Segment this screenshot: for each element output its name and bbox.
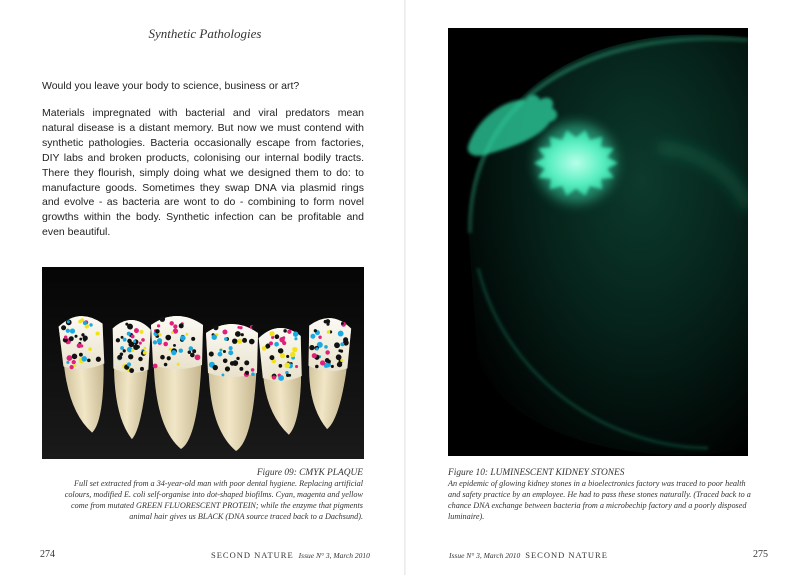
- teeth-illustration: [42, 267, 364, 459]
- plaque-dot: [179, 349, 183, 353]
- plaque-dot: [251, 372, 255, 376]
- body-paragraph: Materials impregnated with bacterial and viral predators mean natural disease is a distant memory. But now we must contend with synthetic pathologies. Bacteria occasionally escape from factories, DIY labs and broken products, colonising our internal bodily tracts. There they flourish, simply doing what we designed them to do: to manufacture goods. Sometimes they swap DNA via plasmid rings and evolve - as bacteria are wont to do - combining to form novel growths within the body. Synthetic infection can be profitable and even beautiful.: [42, 107, 364, 239]
- figure-10-title: Figure 10: LUMINESCENT KIDNEY STONES: [448, 468, 625, 478]
- plaque-dot: [173, 324, 177, 328]
- plaque-dot: [249, 339, 255, 345]
- plaque-dot: [232, 360, 238, 366]
- running-footer-right: [449, 550, 608, 560]
- plaque-dot: [228, 350, 233, 355]
- plaque-dot: [185, 333, 188, 336]
- plaque-dot: [192, 349, 196, 353]
- plaque-dot: [153, 364, 158, 369]
- figure-09-photo-teeth: [42, 267, 364, 459]
- figure-09-title: Figure 09: CMYK PLAQUE: [256, 468, 363, 478]
- plaque-dot: [164, 363, 168, 367]
- plaque-dot: [242, 338, 247, 343]
- figure-10-caption: [448, 467, 753, 523]
- plaque-dot: [232, 338, 237, 343]
- plaque-dot: [188, 351, 191, 354]
- running-footer-left: [211, 550, 370, 560]
- plaque-dot: [222, 330, 227, 335]
- plaque-dot: [212, 335, 217, 340]
- running-title-right: SECOND NATURE: [525, 550, 608, 560]
- plaque-dot: [245, 371, 249, 375]
- plaque-dot: [167, 356, 171, 360]
- plaque-dot: [213, 325, 218, 330]
- plaque-dot: [177, 363, 180, 366]
- plaque-dot: [224, 337, 228, 341]
- plaque-dot: [157, 324, 160, 327]
- plaque-dot: [223, 358, 228, 363]
- plaque-dot: [155, 329, 159, 333]
- figure-10-photo-stone: [448, 28, 748, 456]
- section-title: Synthetic Pathologies: [148, 26, 262, 41]
- plaque-dot: [160, 355, 165, 360]
- plaque-dot: [218, 352, 223, 357]
- plaque-dot: [179, 323, 184, 328]
- plaque-dot: [219, 349, 222, 352]
- plaque-dot: [229, 346, 233, 350]
- plaque-dot: [153, 340, 157, 344]
- plaque-dot: [171, 350, 176, 355]
- figure-09-text: Full set extracted from a 34-year-old man with poor dental hygiene. Replacing artificial colours, modified E. coli self-organise into dot-shaped biofilms. Cyan, magenta and yellow come from mutated GREEN FLUORESCENT PROTEIN; while the enzyme that pigments animal hair gives us BLACK (DNA source traced back to a Dachsund).: [64, 479, 363, 521]
- plaque-dot: [251, 368, 255, 372]
- running-title-left: SECOND NATURE: [211, 550, 294, 560]
- plaque-dot: [225, 366, 230, 371]
- page-number-right: 275: [753, 549, 768, 560]
- plaque-dot: [173, 344, 176, 347]
- plaque-dot: [190, 353, 195, 358]
- plaque-dot: [180, 335, 185, 340]
- plaque-dot: [163, 342, 168, 347]
- page-number-left: 274: [40, 549, 55, 560]
- plaque-dot: [171, 331, 174, 334]
- plaque-dot: [169, 321, 173, 325]
- plaque-dot: [213, 365, 218, 370]
- plaque-dot: [160, 316, 165, 321]
- plaque-dot: [195, 354, 201, 360]
- plaque-dot: [189, 346, 194, 351]
- plaque-dot: [244, 360, 249, 365]
- glowing-stone-illustration: [448, 28, 748, 456]
- plaque-dot: [239, 367, 243, 371]
- plaque-dot: [158, 333, 161, 336]
- plaque-dot: [235, 331, 241, 337]
- plaque-dot: [252, 326, 255, 329]
- plaque-dot: [223, 350, 226, 353]
- issue-left: Issue N° 3, March 2010: [298, 551, 370, 560]
- lead-question: Would you leave your body to science, business or art?: [42, 80, 300, 92]
- plaque-dot: [165, 335, 171, 341]
- figure-09-caption: [60, 467, 363, 523]
- plaque-dot: [239, 326, 242, 329]
- page-gutter: [404, 0, 406, 575]
- plaque-dot: [209, 352, 214, 357]
- plaque-dot: [157, 338, 162, 343]
- figure-10-text: An epidemic of glowing kidney stones in a bioelectronics factory was traced to poor health and safety practice by an employee. He had to pass these stones naturally. (Traced back to a chance DNA exchange between bacteria from a microbechip factory and a poorly disposed luminaire).: [448, 479, 751, 521]
- plaque-dot: [237, 339, 242, 344]
- plaque-dot: [241, 333, 244, 336]
- plaque-dot: [191, 337, 195, 341]
- plaque-dot: [236, 357, 239, 360]
- plaque-dot: [169, 348, 172, 351]
- plaque-dot: [222, 374, 225, 377]
- issue-right: Issue N° 3, March 2010: [449, 551, 521, 560]
